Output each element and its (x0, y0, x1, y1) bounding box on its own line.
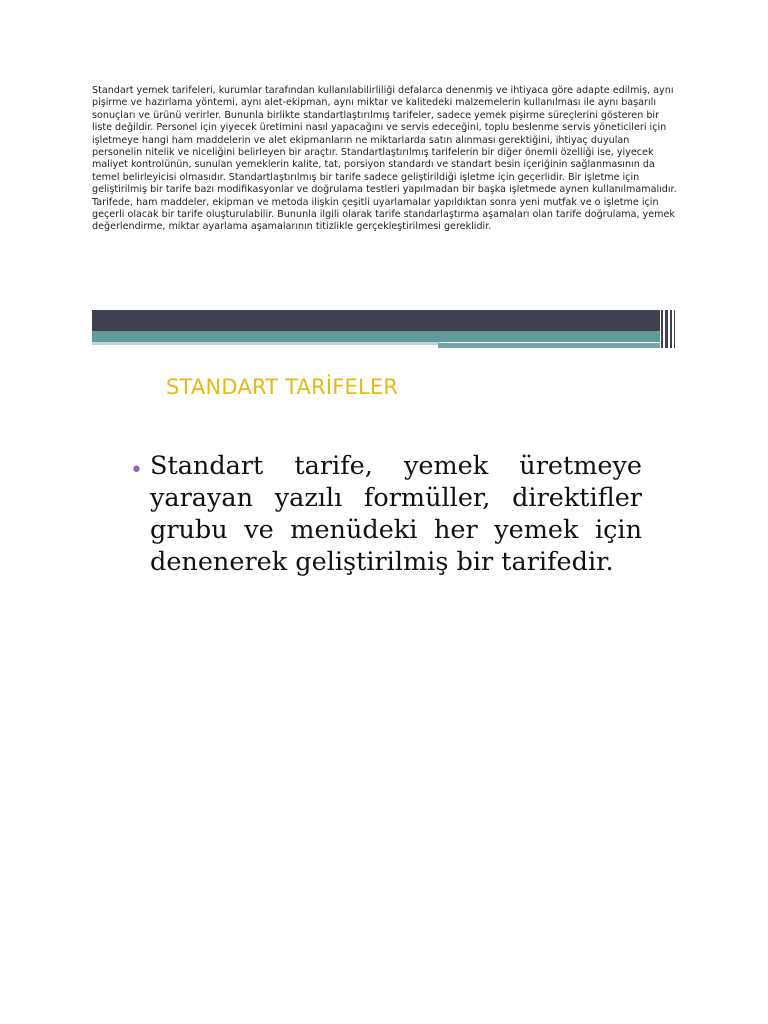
banner-stripe (661, 310, 663, 348)
slide-bullet (130, 450, 642, 578)
slide-header-banner (92, 310, 676, 350)
slide-title: STANDART TARİFELER (166, 375, 399, 399)
banner-teal-accent-line (438, 343, 660, 348)
banner-teal-band (92, 331, 660, 342)
bullet-marker: • (130, 458, 143, 483)
banner-stripe (665, 310, 668, 348)
banner-stripe (670, 310, 672, 348)
intro-paragraph: Standart yemek tarifeleri, kurumlar tarafından kullanılabilirliliği defalarca denenmiş ve ihtiyaca göre adapte edilmiş, aynı pişirme ve hazırlama yöntemi, aynı alet-ekipman, aynı miktar ve kalitedeki malzemelerin kullanılması ile aynı başarılı sonuçları ve ürünü verirler. Bununla birlikte standartlaştırılmış tarifeler, sadece yemek pişirme süreçlerini gösteren bir liste değildir. Personel için yiyecek üretimini nasıl yapacağını ve servis edeceğini, toplu beslenme servis yöneticileri için işletmeye hangi ham maddelerin ve alet ekipmanların ne miktarlarda satın alınması gerektiğini, ihtiyaç duyulan personelin nitelik ve niceliğini belirleyen bir araçtır. Standartlaştırılmış tarifelerin bir diğer önemli özelliği ise, yiyecek maliyet kontrolünün, sunulan yemeklerin kalite, tat, porsiyon standardı ve standart besin içeriğinin sağlanmasının da temel belirleyicisi olmasıdır. Standartlaştırılmış bir tarife sadece geliştirildiği işletme için geçerlidir. Bir işletme için geliştirilmiş bir tarife bazı modifikasyonlar ve doğrulama testleri yapılmadan bir başka işletmede aynen kullanılmamalıdır. Tarifede, ham maddeler, ekipman ve metoda ilişkin çeşitli uyarlamalar yapıldıktan sonra yeni mutfak ve o işletme için geçerli olacak bir tarife oluşturulabilir. Bununla ilgili olarak tarife standarlaştırma aşamaları olan tarife doğrulama, yemek değerlendirme, miktar ayarlama aşamalarının titizlikle gerçekleştirilmesi gereklidir. (92, 85, 677, 233)
bullet-text: Standart tarife, yemek üretmeye yarayan yazılı formüller, direktifler grubu ve menüdeki her yemek için denenerek geliştirilmiş bir tarifedir. (150, 451, 642, 577)
banner-light-teal-line (92, 342, 440, 345)
banner-stripe (674, 310, 675, 348)
banner-dark-band (92, 310, 660, 331)
